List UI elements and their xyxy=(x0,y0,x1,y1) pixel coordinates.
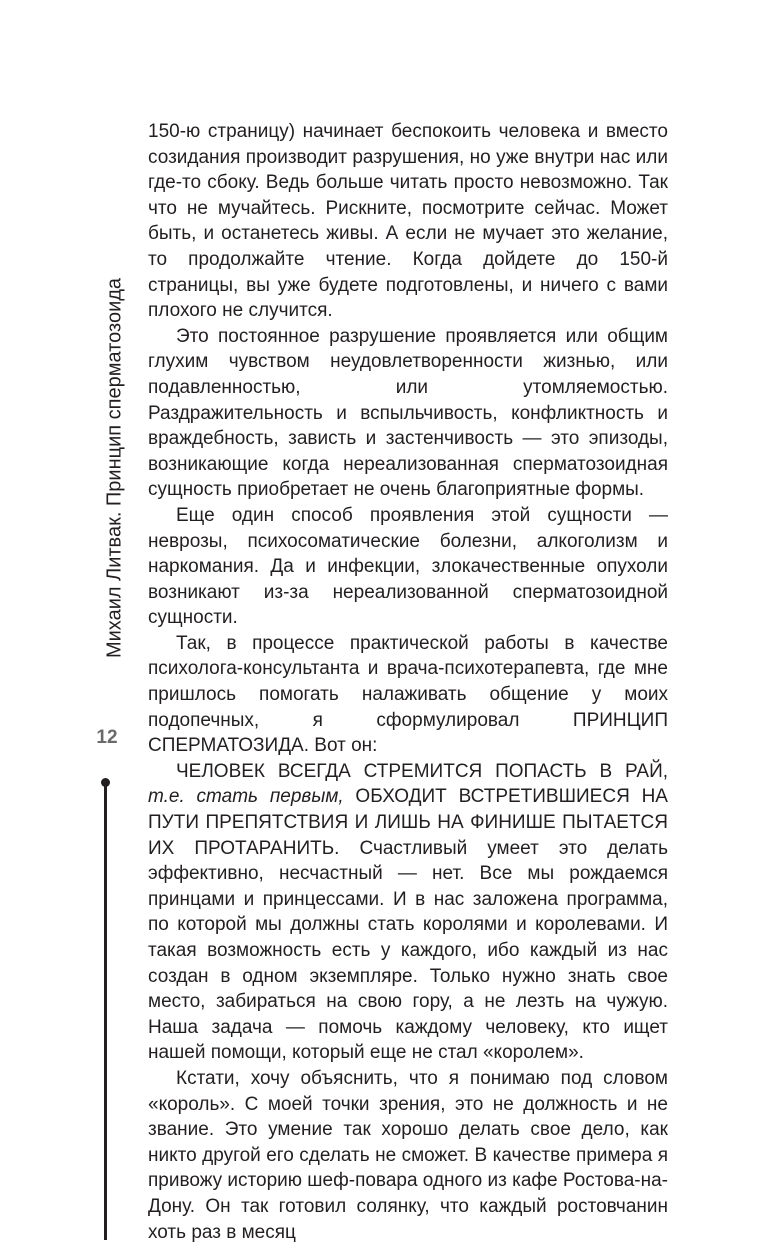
running-title: Михаил Литвак. Принцип сперматозоида xyxy=(103,277,126,659)
principle-text-end: ОБХОДИТ ВСТРЕТИВШИЕСЯ НА ПУТИ ПРЕПЯТСТВИЯ И ЛИШЬ НА ФИНИШЕ ПЫТАЕТСЯ ИХ ПРОТАРАНИТЬ. Счастливый умеет это делать эффективно, несчастный — нет. Все мы рождаемся принцами и принцессами. И в нас заложена программа, по которой мы должны стать королями и королевами. И такая возможность есть у каждого, ибо каждый из нас создан в одном экземпляре. Только нужно знать свое место, забираться на свою гору, а не лезть на чужую. Наша задача — помочь каждому человеку, кто ищет нашей помощи, который еще не стал «королем». xyxy=(148,786,668,1064)
paragraph: Это постоянное разрушение проявляется или общим глухим чувством неудовлетворенности жизнью, или подавленностью, или утомляемостью. Раздражительность и вспыльчивость, конфликтность и враждебность, зависть и застенчивость — это эпизоды, возникающие когда нереализованная сперматозоидная сущность приобретает не очень благоприятные формы. xyxy=(148,325,668,501)
paragraph: Так, в процессе практической работы в качестве психолога-консультанта и врача-психотерапевта, где мне пришлось помогать налаживать общение у моих подопечных, я сформулировал ПРИНЦИП СПЕРМАТОЗИДА. Вот он: xyxy=(148,632,668,757)
principle-text-start: ЧЕЛОВЕК ВСЕГДА СТРЕМИТСЯ ПОПАСТЬ В РАЙ, xyxy=(176,760,668,782)
paragraph: Кстати, хочу объяснить, что я понимаю под словом «король». С моей точки зрения, это не должность и не звание. Это умение так хорошо делать свое дело, как никто другой его сделать не сможет. В качестве примера я привожу историю шеф-повара одного из кафе Ростова-на-Дону. Он так готовил солянку, что каждый ростовчанин хоть раз в месяц xyxy=(148,1067,668,1243)
paragraph: Еще один способ проявления этой сущности — неврозы, психосоматические болезни, алкоголизм и наркомания. Да и инфекции, злокачественные опухоли возникают из-за нереализованной сперматозоидной сущности. xyxy=(148,504,668,629)
principle-paragraph xyxy=(148,759,668,1066)
principle-italic: т.е. стать первым, xyxy=(148,786,344,808)
page-number: 12 xyxy=(96,727,118,748)
paragraph-continued: 150-ю страницу) начинает беспокоить человека и вместо созидания производит разрушения, но уже внутри нас или где-то сбоку. Ведь больше читать просто невозможно. Так что не мучайтесь. Рискните, посмотрите сейчас. Может быть, и останетесь живы. А если не мучает это желание, то продолжайте чтение. Когда дойдете до 150-й страницы, вы уже будете подготовлены, и ничего с вами плохого не случится. xyxy=(148,121,668,322)
margin-rule-line xyxy=(104,784,107,1240)
body-text xyxy=(148,119,668,1245)
